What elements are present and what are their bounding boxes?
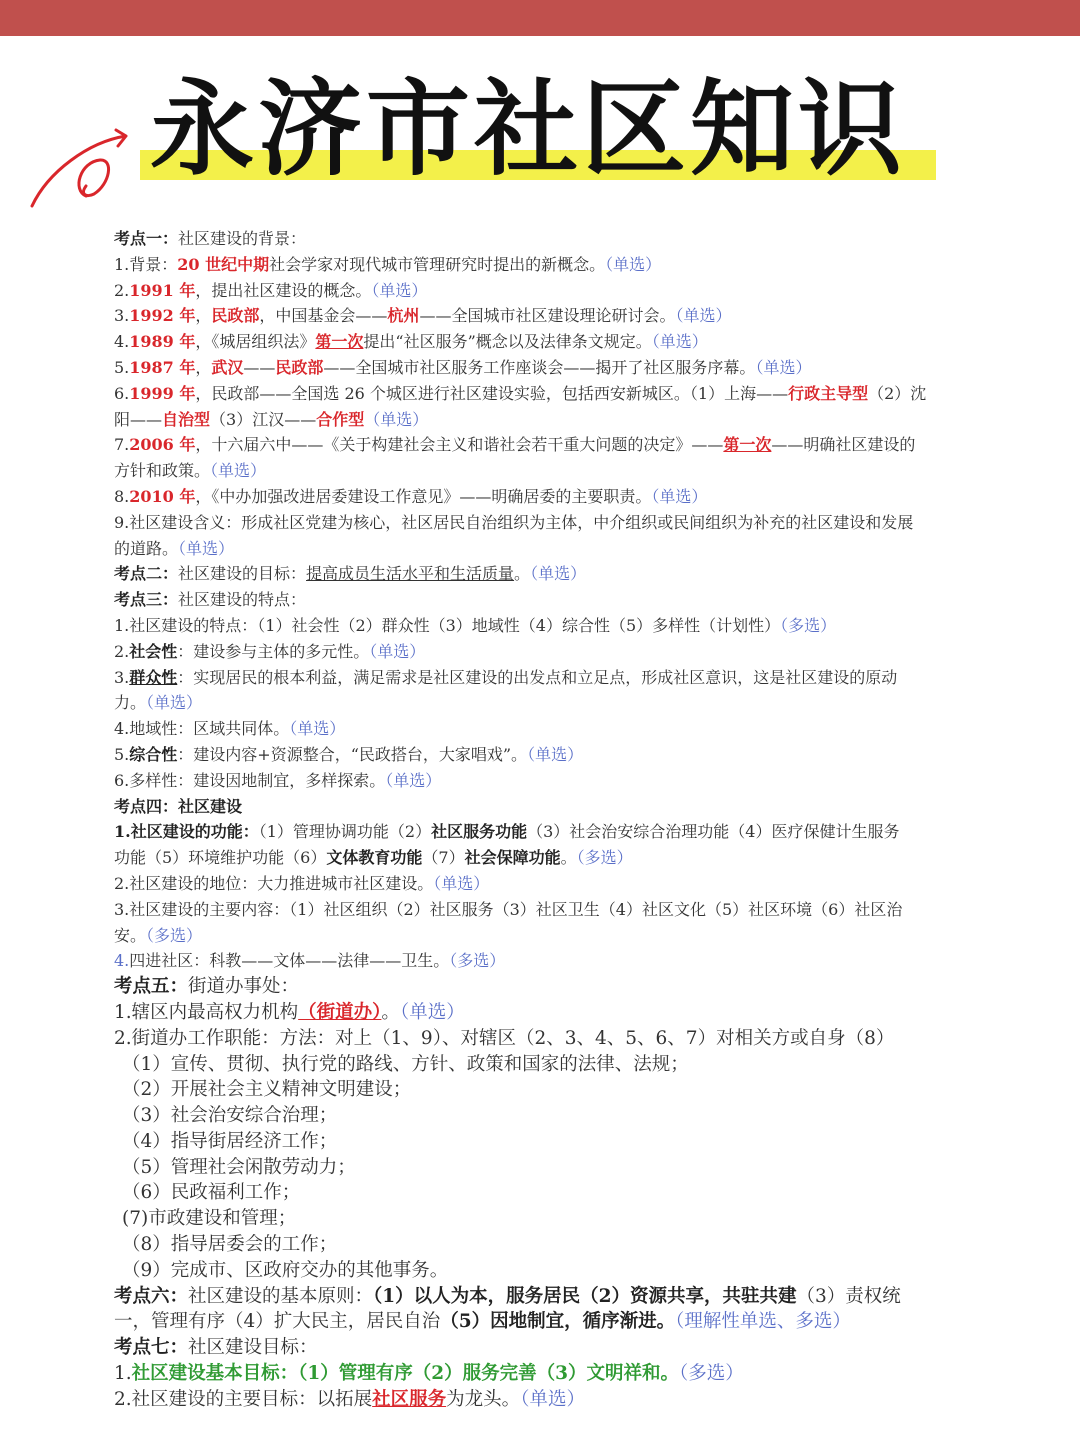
question-type-tag: （单选） [651, 332, 708, 352]
question-type-tag: （单选） [399, 1001, 465, 1023]
section-heading-6: 考点六：社区建设的基本原则：（1）以人为本，服务居民（2）资源共享，共驻共建（3）责权统 一，管理有序（4）扩大民主，居民自治（5）因地制宜，循序渐进。（理解性单选、多选） [114, 1285, 901, 1333]
note-line: 8.2010 年，《中办加强改进居委建设工作意见》——明确居委的主要职责。（单选） [114, 486, 708, 506]
question-type-tag: （单选） [520, 1388, 585, 1410]
note-line: 4.四进社区：科教——文体——法律——卫生。（多选） [114, 951, 506, 971]
question-type-tag: （理解性单选、多选） [675, 1311, 851, 1333]
list-item: （3）社会治安综合治理； [122, 1105, 338, 1127]
question-type-tag: （多选） [679, 1363, 744, 1385]
note-line: 5.综合性：建设内容+资源整合，“民政搭台，大家唱戏”。（单选） [114, 744, 584, 764]
top-color-bar [0, 0, 1080, 36]
note-line: 6.1999 年，民政部——全国选 26 个城区进行社区建设实验，包括西安新城区。（1）上海——行政主导型（2）沈 阳——自治型（3）江汉——合作型（单选） [114, 383, 927, 429]
section-heading-2: 考点二：社区建设的目标：提高成员生活水平和生活质量。（单选） [114, 564, 587, 584]
note-line: 2.社会性：建设参与主体的多元性。（单选） [114, 641, 426, 661]
note-line: 1.社区建设基本目标：（1）管理有序（2）服务完善（3）文明祥和。（多选） [114, 1363, 744, 1385]
note-line: 7.2006 年，十六届六中——《关于构建社会主义和谐社会若干重大问题的决定》——第一次——明确社区建设的 方针和政策。（单选） [114, 435, 916, 481]
notes-body [114, 226, 984, 1413]
list-item: （8）指导居委会的工作； [122, 1234, 338, 1256]
list-item: （9）完成市、区政府交办的其他事务。 [122, 1259, 449, 1281]
note-line: 4.地域性：区域共同体。（单选） [114, 719, 346, 739]
page-title: 永济市社区知识 [150, 68, 907, 190]
list-item: （2）开展社会主义精神文明建设； [122, 1079, 412, 1101]
note-line: 3.群众性：实现居民的根本利益，满足需求是社区建设的出发点和立足点，形成社区意识，这是社区建设的原动 力。（单选） [114, 667, 898, 713]
note-line: 2.街道办工作职能：方法：对上（1、9）、对辖区（2、3、4、5、6、7）对相关方或自身（8） [114, 1027, 895, 1049]
note-line: 1.社区建设的功能：（1）管理协调功能（2）社区服务功能（3）社会治安综合治理功能（4）医疗保健计生服务 功能（5）环境维护功能（6）文体教育功能（7）社会保障功能。（多选） [114, 822, 900, 868]
list-item: (7)市政建设和管理； [122, 1208, 297, 1230]
question-type-tag: （多选） [576, 848, 633, 868]
section-heading-7: 考点七：社区建设目标： [114, 1337, 318, 1359]
question-type-tag: （多选） [449, 951, 506, 971]
note-line: 1.社区建设的特点：（1）社会性（2）群众性（3）地域性（4）综合性（5）多样性（计划性）（多选） [114, 615, 837, 635]
question-type-tag: （多选） [780, 615, 837, 635]
note-line: 2.1991 年，提出社区建设的概念。（单选） [114, 280, 428, 300]
note-line: 1.背景：20 世纪中期社会学家对现代城市管理研究时提出的新概念。（单选） [114, 254, 662, 274]
question-type-tag: （单选） [527, 744, 584, 764]
question-type-tag: （单选） [146, 693, 203, 713]
question-type-tag: （单选） [385, 770, 442, 790]
list-item: （1）宣传、贯彻、执行党的路线、方针、政策和国家的法律、法规； [122, 1053, 689, 1075]
note-line: 9.社区建设含义：形成社区党建为核心，社区居民自治组织为主体，中介组织或民间组织为补充的社区建设和发展 的道路。（单选） [114, 512, 914, 558]
question-type-tag: （单选） [675, 306, 732, 326]
question-type-tag: （单选） [210, 461, 267, 481]
question-type-tag: （单选） [369, 641, 426, 661]
note-line: 3.1992 年，民政部，中国基金会——杭州——全国城市社区建设理论研讨会。（单选） [114, 306, 732, 326]
question-type-tag: （单选） [530, 564, 587, 584]
red-arrow-swirl-icon [28, 124, 158, 214]
note-line: 5.1987 年，武汉——民政部——全国城市社区服务工作座谈会——揭开了社区服务序幕。（单选） [114, 357, 812, 377]
question-type-tag: （单选） [178, 538, 235, 558]
question-type-tag: （多选） [146, 925, 203, 945]
list-item: （4）指导街居经济工作； [122, 1130, 338, 1152]
question-type-tag: （单选） [755, 357, 812, 377]
section-heading-3: 考点三：社区建设的特点： [114, 590, 307, 610]
page-header [0, 60, 1080, 200]
note-line: 2.社区建设的主要目标：以拓展社区服务为龙头。（单选） [114, 1388, 585, 1410]
note-line: 2.社区建设的地位：大力推进城市社区建设。（单选） [114, 873, 490, 893]
section-heading-1: 考点一：社区建设的背景： [114, 229, 307, 248]
note-line: 4.1989 年，《城居组织法》第一次提出“社区服务”概念以及法律条文规定。（单选） [114, 332, 708, 352]
note-line: 3.社区建设的主要内容：（1）社区组织（2）社区服务（3）社区卫生（4）社区文化（5）社区环境（6）社区治 安。（多选） [114, 899, 903, 945]
question-type-tag: （单选） [433, 873, 490, 893]
question-type-tag: （单选） [651, 486, 708, 506]
note-line: 6.多样性：建设因地制宜，多样探索。（单选） [114, 770, 442, 790]
question-type-tag: （单选） [364, 409, 429, 429]
section-heading-4: 考点四：社区建设 [114, 796, 243, 816]
list-item: （5）管理社会闲散劳动力； [122, 1156, 356, 1178]
section-heading-5: 考点五：街道办事处： [114, 976, 300, 998]
list-item: （6）民政福利工作； [122, 1182, 301, 1204]
note-line: 1.辖区内最高权力机构（街道办）。（单选） [114, 1001, 465, 1023]
question-type-tag: （单选） [371, 280, 428, 300]
question-type-tag: （单选） [605, 254, 662, 274]
question-type-tag: （单选） [289, 719, 346, 739]
